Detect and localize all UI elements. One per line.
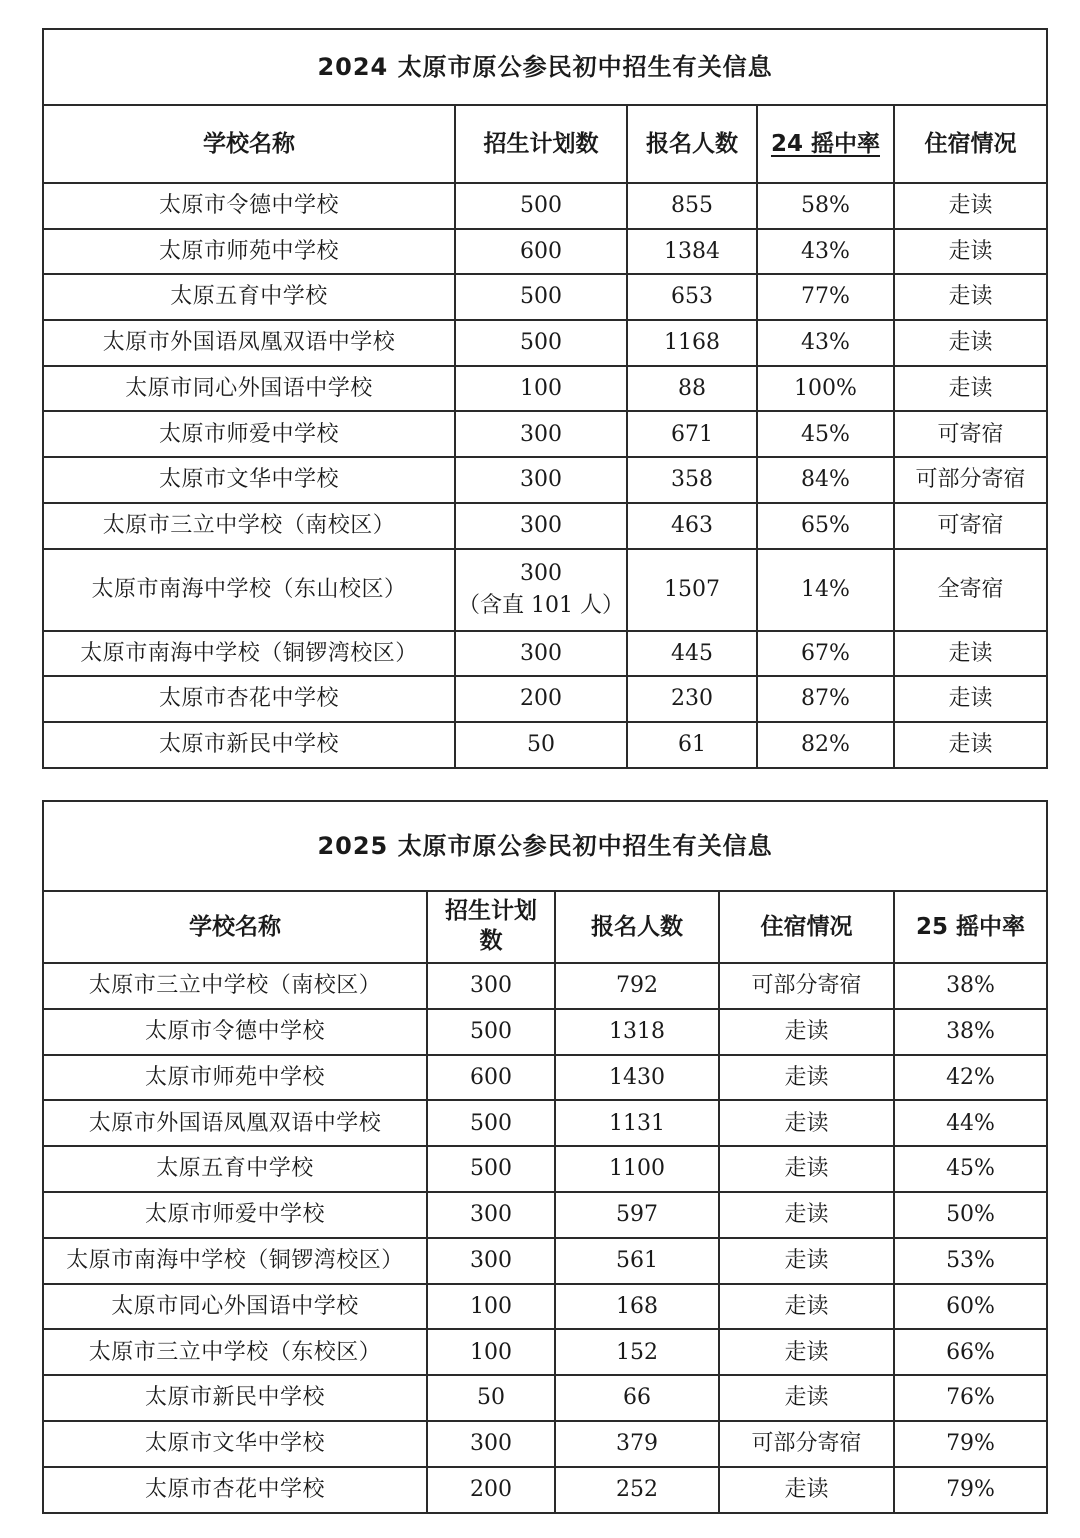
header-boarding: 住宿情况 bbox=[894, 105, 1047, 183]
applicants-cell: 653 bbox=[627, 274, 757, 320]
table-row bbox=[43, 503, 1047, 549]
table-row bbox=[43, 1467, 1047, 1513]
lottery-rate-cell: 50% bbox=[894, 1192, 1047, 1238]
applicants-cell: 358 bbox=[627, 457, 757, 503]
table-row bbox=[43, 963, 1047, 1009]
applicants-cell: 1168 bbox=[627, 320, 757, 366]
applicants-cell: 597 bbox=[555, 1192, 719, 1238]
lottery-rate-cell: 87% bbox=[757, 676, 894, 722]
table-row bbox=[43, 1100, 1047, 1146]
applicants-cell: 445 bbox=[627, 631, 757, 677]
lottery-rate-cell: 45% bbox=[757, 411, 894, 457]
applicants-cell: 1131 bbox=[555, 1100, 719, 1146]
school-name-cell: 太原市师爱中学校 bbox=[43, 1192, 427, 1238]
school-name-cell: 太原市杏花中学校 bbox=[43, 1467, 427, 1513]
enrollment-plan-cell: 600 bbox=[455, 229, 627, 275]
school-name-cell: 太原市文华中学校 bbox=[43, 457, 455, 503]
admission-table-2025 bbox=[42, 800, 1048, 1514]
school-name-cell: 太原市同心外国语中学校 bbox=[43, 1284, 427, 1330]
table-row bbox=[43, 320, 1047, 366]
header-applicants: 报名人数 bbox=[555, 891, 719, 963]
boarding-cell: 可部分寄宿 bbox=[719, 963, 894, 1009]
school-name-cell: 太原市外国语凤凰双语中学校 bbox=[43, 1100, 427, 1146]
table-row bbox=[43, 229, 1047, 275]
table-row bbox=[43, 676, 1047, 722]
enrollment-plan-cell: 300 bbox=[455, 411, 627, 457]
table-row bbox=[43, 1009, 1047, 1055]
boarding-cell: 走读 bbox=[894, 366, 1047, 412]
school-name-cell: 太原市杏花中学校 bbox=[43, 676, 455, 722]
boarding-cell: 走读 bbox=[719, 1284, 894, 1330]
boarding-cell: 走读 bbox=[719, 1375, 894, 1421]
school-name-cell: 太原市三立中学校（南校区） bbox=[43, 963, 427, 1009]
enrollment-plan-cell: 500 bbox=[455, 274, 627, 320]
applicants-cell: 1507 bbox=[627, 549, 757, 631]
boarding-cell: 走读 bbox=[719, 1192, 894, 1238]
applicants-cell: 88 bbox=[627, 366, 757, 412]
lottery-rate-cell: 38% bbox=[894, 1009, 1047, 1055]
boarding-cell: 走读 bbox=[719, 1009, 894, 1055]
header-applicants: 报名人数 bbox=[627, 105, 757, 183]
enrollment-plan-cell: 50 bbox=[455, 722, 627, 768]
applicants-cell: 1430 bbox=[555, 1055, 719, 1101]
enrollment-plan-cell: 600 bbox=[427, 1055, 555, 1101]
school-name-cell: 太原市师爱中学校 bbox=[43, 411, 455, 457]
applicants-cell: 561 bbox=[555, 1238, 719, 1284]
enrollment-plan-cell bbox=[455, 549, 627, 631]
applicants-cell: 1318 bbox=[555, 1009, 719, 1055]
plan-value: 300 bbox=[520, 560, 562, 586]
boarding-cell: 全寄宿 bbox=[894, 549, 1047, 631]
applicants-cell: 252 bbox=[555, 1467, 719, 1513]
boarding-cell: 走读 bbox=[719, 1146, 894, 1192]
lottery-rate-cell: 82% bbox=[757, 722, 894, 768]
table-row bbox=[43, 1055, 1047, 1101]
header-school-name: 学校名称 bbox=[43, 105, 455, 183]
header-lottery-rate: 24 摇中率 bbox=[757, 105, 894, 183]
plan-note: （含直 101 人） bbox=[458, 592, 624, 618]
school-name-cell: 太原市南海中学校（铜锣湾校区） bbox=[43, 631, 455, 677]
lottery-rate-cell: 44% bbox=[894, 1100, 1047, 1146]
table-title: 2025 太原市原公参民初中招生有关信息 bbox=[43, 801, 1047, 891]
table-row bbox=[43, 549, 1047, 631]
enrollment-plan-cell: 500 bbox=[455, 183, 627, 229]
applicants-cell: 66 bbox=[555, 1375, 719, 1421]
header-boarding: 住宿情况 bbox=[719, 891, 894, 963]
enrollment-plan-cell: 300 bbox=[427, 1238, 555, 1284]
applicants-cell: 152 bbox=[555, 1329, 719, 1375]
boarding-cell: 走读 bbox=[894, 631, 1047, 677]
table-row bbox=[43, 366, 1047, 412]
school-name-cell: 太原市新民中学校 bbox=[43, 1375, 427, 1421]
enrollment-plan-cell: 500 bbox=[427, 1100, 555, 1146]
table-row bbox=[43, 457, 1047, 503]
boarding-cell: 走读 bbox=[719, 1238, 894, 1284]
boarding-cell: 走读 bbox=[719, 1467, 894, 1513]
boarding-cell: 走读 bbox=[719, 1100, 894, 1146]
school-name-cell: 太原市师苑中学校 bbox=[43, 229, 455, 275]
header-enrollment-plan bbox=[427, 891, 555, 963]
lottery-rate-cell: 77% bbox=[757, 274, 894, 320]
school-name-cell: 太原市师苑中学校 bbox=[43, 1055, 427, 1101]
lottery-rate-cell: 42% bbox=[894, 1055, 1047, 1101]
school-name-cell: 太原市外国语凤凰双语中学校 bbox=[43, 320, 455, 366]
boarding-cell: 走读 bbox=[894, 676, 1047, 722]
school-name-cell: 太原市新民中学校 bbox=[43, 722, 455, 768]
enrollment-plan-cell: 300 bbox=[455, 503, 627, 549]
header-enrollment-plan: 招生计划数 bbox=[455, 105, 627, 183]
school-name-cell: 太原市南海中学校（东山校区） bbox=[43, 549, 455, 631]
table-row bbox=[43, 1238, 1047, 1284]
enrollment-plan-cell: 200 bbox=[455, 676, 627, 722]
lottery-rate-cell: 53% bbox=[894, 1238, 1047, 1284]
enrollment-plan-cell: 500 bbox=[427, 1146, 555, 1192]
lottery-rate-cell: 43% bbox=[757, 320, 894, 366]
lottery-rate-cell: 79% bbox=[894, 1421, 1047, 1467]
lottery-rate-cell: 45% bbox=[894, 1146, 1047, 1192]
school-name-cell: 太原市三立中学校（东校区） bbox=[43, 1329, 427, 1375]
enrollment-plan-cell: 500 bbox=[427, 1009, 555, 1055]
table-row bbox=[43, 1421, 1047, 1467]
boarding-cell: 走读 bbox=[894, 183, 1047, 229]
boarding-cell: 走读 bbox=[719, 1055, 894, 1101]
table-row bbox=[43, 411, 1047, 457]
table-row bbox=[43, 1146, 1047, 1192]
lottery-rate-cell: 66% bbox=[894, 1329, 1047, 1375]
header-school-name: 学校名称 bbox=[43, 891, 427, 963]
header-enrollment-plan-text: 招生计划数 bbox=[445, 898, 537, 954]
lottery-rate-cell: 14% bbox=[757, 549, 894, 631]
table-row bbox=[43, 274, 1047, 320]
boarding-cell: 走读 bbox=[894, 229, 1047, 275]
school-name-cell: 太原市同心外国语中学校 bbox=[43, 366, 455, 412]
boarding-cell: 可寄宿 bbox=[894, 411, 1047, 457]
boarding-cell: 可部分寄宿 bbox=[719, 1421, 894, 1467]
school-name-cell: 太原市文华中学校 bbox=[43, 1421, 427, 1467]
school-name-cell: 太原市三立中学校（南校区） bbox=[43, 503, 455, 549]
boarding-cell: 可寄宿 bbox=[894, 503, 1047, 549]
admission-table-2024 bbox=[42, 28, 1048, 769]
table-row bbox=[43, 631, 1047, 677]
header-lottery-rate: 25 摇中率 bbox=[894, 891, 1047, 963]
table-row bbox=[43, 1192, 1047, 1238]
applicants-cell: 230 bbox=[627, 676, 757, 722]
enrollment-plan-cell: 50 bbox=[427, 1375, 555, 1421]
applicants-cell: 671 bbox=[627, 411, 757, 457]
enrollment-plan-cell: 500 bbox=[455, 320, 627, 366]
lottery-rate-cell: 79% bbox=[894, 1467, 1047, 1513]
boarding-cell: 走读 bbox=[719, 1329, 894, 1375]
enrollment-plan-cell: 100 bbox=[427, 1329, 555, 1375]
table-row bbox=[43, 1329, 1047, 1375]
enrollment-plan-cell: 300 bbox=[427, 1192, 555, 1238]
enrollment-plan-cell: 200 bbox=[427, 1467, 555, 1513]
lottery-rate-cell: 65% bbox=[757, 503, 894, 549]
table-row bbox=[43, 183, 1047, 229]
lottery-rate-cell: 58% bbox=[757, 183, 894, 229]
applicants-cell: 1100 bbox=[555, 1146, 719, 1192]
school-name-cell: 太原市令德中学校 bbox=[43, 1009, 427, 1055]
boarding-cell: 走读 bbox=[894, 722, 1047, 768]
school-name-cell: 太原市令德中学校 bbox=[43, 183, 455, 229]
table-row bbox=[43, 1375, 1047, 1421]
applicants-cell: 379 bbox=[555, 1421, 719, 1467]
lottery-rate-cell: 38% bbox=[894, 963, 1047, 1009]
table-row bbox=[43, 1284, 1047, 1330]
boarding-cell: 可部分寄宿 bbox=[894, 457, 1047, 503]
boarding-cell: 走读 bbox=[894, 274, 1047, 320]
school-name-cell: 太原五育中学校 bbox=[43, 274, 455, 320]
applicants-cell: 168 bbox=[555, 1284, 719, 1330]
table-title: 2024 太原市原公参民初中招生有关信息 bbox=[43, 29, 1047, 105]
applicants-cell: 792 bbox=[555, 963, 719, 1009]
table-row bbox=[43, 722, 1047, 768]
applicants-cell: 463 bbox=[627, 503, 757, 549]
lottery-rate-cell: 84% bbox=[757, 457, 894, 503]
applicants-cell: 855 bbox=[627, 183, 757, 229]
lottery-rate-cell: 76% bbox=[894, 1375, 1047, 1421]
boarding-cell: 走读 bbox=[894, 320, 1047, 366]
school-name-cell: 太原五育中学校 bbox=[43, 1146, 427, 1192]
enrollment-plan-cell: 300 bbox=[427, 1421, 555, 1467]
lottery-rate-cell: 60% bbox=[894, 1284, 1047, 1330]
lottery-rate-cell: 43% bbox=[757, 229, 894, 275]
enrollment-plan-cell: 300 bbox=[455, 457, 627, 503]
enrollment-plan-cell: 100 bbox=[455, 366, 627, 412]
lottery-rate-cell: 100% bbox=[757, 366, 894, 412]
enrollment-plan-cell: 300 bbox=[427, 963, 555, 1009]
lottery-rate-cell: 67% bbox=[757, 631, 894, 677]
applicants-cell: 61 bbox=[627, 722, 757, 768]
enrollment-plan-cell: 300 bbox=[455, 631, 627, 677]
applicants-cell: 1384 bbox=[627, 229, 757, 275]
enrollment-plan-cell: 100 bbox=[427, 1284, 555, 1330]
school-name-cell: 太原市南海中学校（铜锣湾校区） bbox=[43, 1238, 427, 1284]
